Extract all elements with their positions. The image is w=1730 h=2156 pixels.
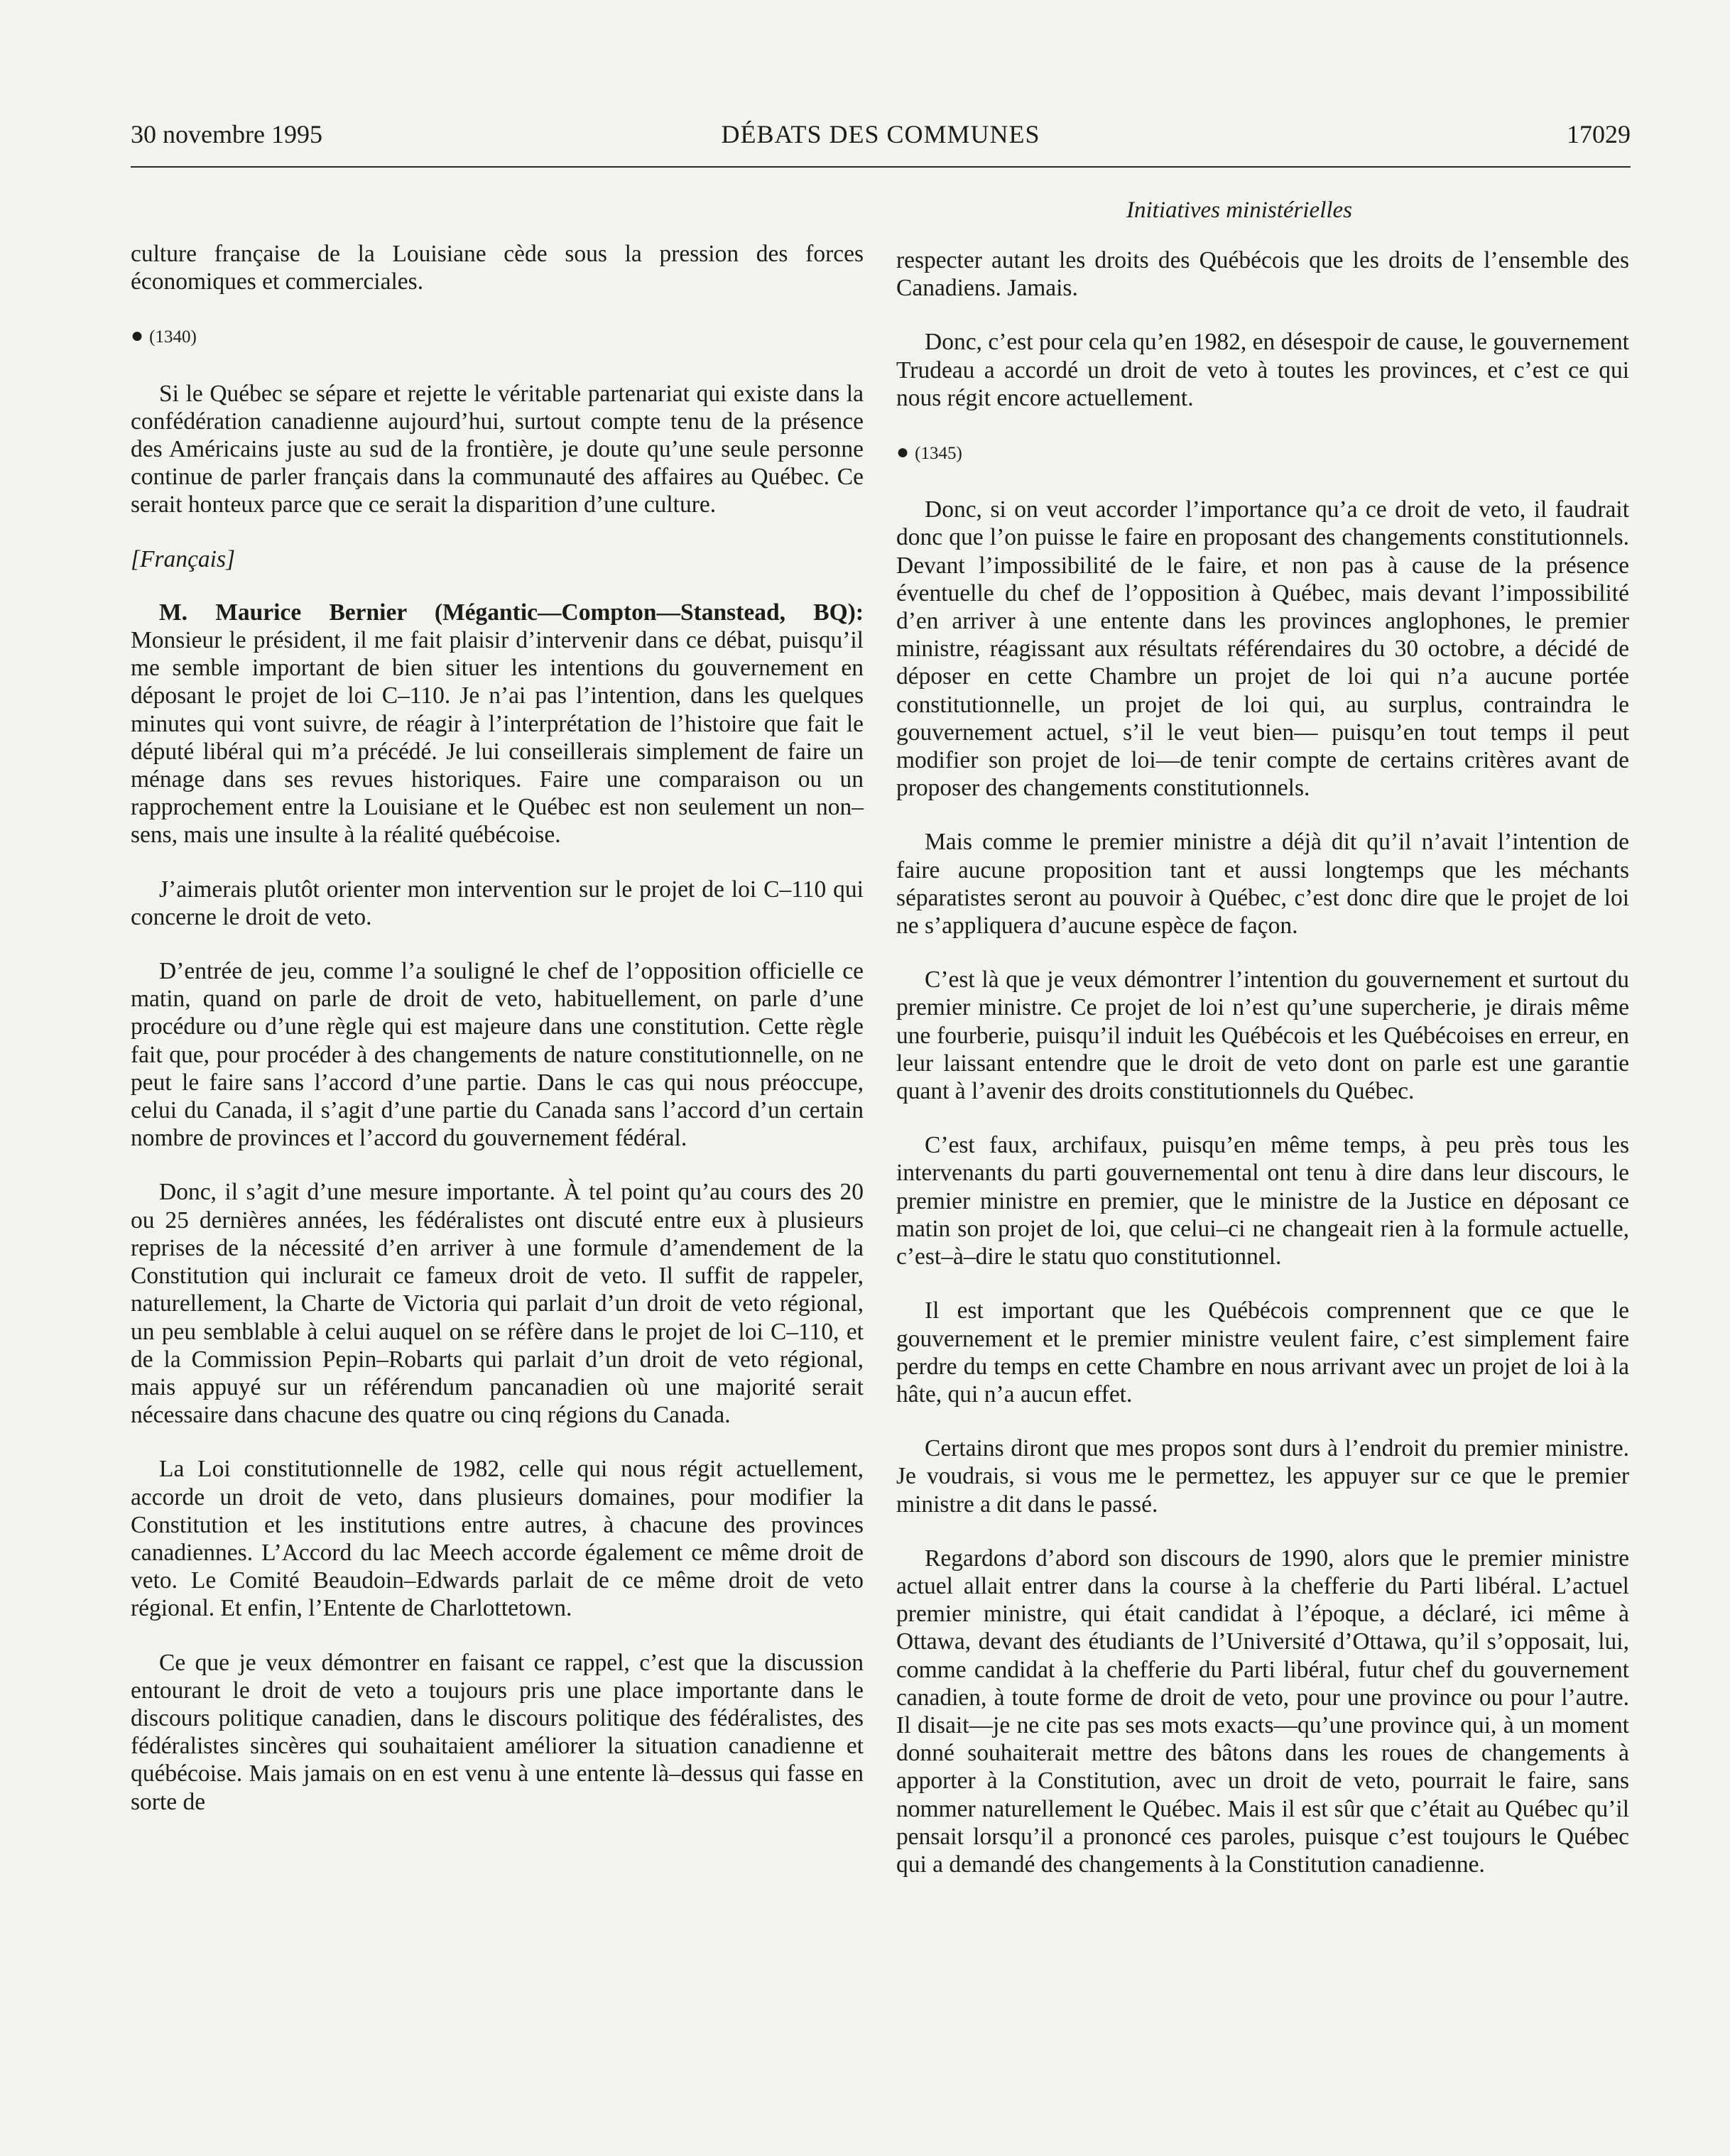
paragraph: Donc, si on veut accorder l’importance qu’a ce droit de veto, il faudrait donc que l’on puisse le faire en proposant des changements constitutionnels. Devant l’impossibilité de le faire, et non pas à cause de la présence éventuelle du chef de l’opposition à Québec, mais devant l’impossibilité d’en arriver à une entente dans les provinces anglophones, le premier ministre, réagissant aux résultats référendaires du 30 octobre, a décidé de déposer en cette Chambre un projet de loi qui n’a aucune portée constitutionnelle, un projet de loi qui, au surplus, contraindra le gouvernement actuel, s’il le veut bien— puisqu’en tout temps il peut modifier son projet de loi—de tenir compte de certains critères avant de proposer des changements constitutionnels. [896,496,1629,802]
language-note: [Français] [131,545,236,572]
paragraph: J’aimerais plutôt orienter mon intervention sur le projet de loi C–110 qui concerne le droit de veto. [131,876,864,930]
paragraph: Donc, c’est pour cela qu’en 1982, en désespoir de cause, le gouvernement Trudeau a accordé un droit de veto à toutes les provinces, et c’est ce qui nous régit encore actuellement. [896,329,1629,411]
bullet-icon: ● [896,440,910,464]
left-column [131,240,864,1842]
speech-text: Monsieur le président, il me fait plaisir d’intervenir dans ce débat, puisqu’il me semble important de bien situer les intentions du gouvernement en déposant le projet de loi C–110. Je n’ai pas l’intention, dans les quelques minutes qui vont suivre, de réagir à l’interprétation de l’histoire que fait le député libéral qui m’a précédé. Je lui conseillerais simplement de faire un ménage dans ses revues historiques. Faire une comparaison ou un rapprochement entre la Louisiane et le Québec est non seulement un non–sens, mais une insulte à la réalité québécoise. [131,627,864,849]
section-title: Initiatives ministérielles [1126,197,1353,223]
speaker-name: M. Maurice Bernier (Mégantic—Compton—Stanstead, BQ): [159,599,864,626]
paragraph: Certains diront que mes propos sont durs à l’endroit du premier ministre. Je voudrais, si vous me le permettez, les appuyer sur ce que le premier ministre a dit dans le passé. [896,1435,1629,1518]
header-date: 30 novembre 1995 [131,120,322,148]
paragraph: C’est là que je veux démontrer l’intention du gouvernement et surtout du premier ministre. Ce projet de loi n’est qu’une supercherie, je dirais même une fourberie, puisqu’il induit les Québécois et les Québécoises en erreur, en leur laissant entendre que le droit de veto dont on parle est une garantie quant à l’avenir des droits constitutionnels du Québec. [896,967,1629,1105]
paragraph: Il est important que les Québécois comprennent que ce que le gouvernement et le premier ministre veulent faire, c’est simplement faire perdre du temps en cette Chambre en nous arrivant avec un projet de loi à la hâte, qui n’a aucun effet. [896,1297,1629,1408]
header-page-number: 17029 [1567,120,1631,148]
paragraph: La Loi constitutionnelle de 1982, celle qui nous régit actuellement, accorde un droit de veto, dans plusieurs domaines, pour modifier la Constitution et les institutions entre autres, à chacune des provinces canadiennes. L’Accord du lac Meech accorde également ce même droit de veto. Le Comité Beaudoin–Edwards parlait de ce même droit de veto régional. Et enfin, l’Entente de Charlottetown. [131,1456,864,1622]
paragraph: Si le Québec se sépare et rejette le véritable partenariat qui existe dans la confédération canadienne aujourd’hui, surtout compte tenu de la présence des Américains juste au sud de la frontière, je doute qu’une seule personne continue de parler français dans la communauté des affaires au Québec. Ce serait honteux parce que ce serait la disparition d’une culture. [131,380,864,518]
time-marker-label: (1340) [149,327,197,347]
paragraph: Ce que je veux démontrer en faisant ce rappel, c’est que la discussion entourant le droit de veto a toujours pris une place importante dans le discours politique canadien, dans le discours politique des fédéralistes, des fédéralistes sincères qui souhaitaient améliorer la situation canadienne et québécoise. Mais jamais on en est venu à une entente là–dessus qui fasse en sorte de [131,1649,864,1815]
paragraph: culture française de la Louisiane cède sous la pression des forces économiques et commerciales. [131,241,864,295]
paragraph: Donc, il s’agit d’une mesure importante. À tel point qu’au cours des 20 ou 25 dernières années, les fédéralistes ont discuté entre eux à plusieurs reprises de la nécessité d’en arriver à une formule d’amendement de la Constitution qui inclurait ce fameux droit de veto. Il suffit de rappeler, naturellement, la Charte de Victoria qui parlait d’un droit de veto régional, un peu semblable à celui auquel on se réfère dans le projet de loi C–110, et de la Commission Pepin–Robarts qui parlait d’un droit de veto régional, mais appuyé sur un référendum pancanadien où une majorité serait nécessaire dans chacune des quatre ou cinq régions du Canada. [131,1179,864,1429]
right-column [896,246,1629,1905]
header-rule [131,166,1631,168]
bullet-icon: ● [131,324,144,348]
header-title: DÉBATS DES COMMUNES [721,120,1040,148]
speaker-paragraph [131,599,864,849]
paragraph: Regardons d’abord son discours de 1990, alors que le premier ministre actuel allait entrer dans la course à la chefferie du Parti libéral. L’actuel premier ministre, qui était candidat à l’époque, a déclaré, ici même à Ottawa, devant des étudiants de l’Université d’Ottawa, qu’il s’opposait, lui, comme candidat à la chefferie du Parti libéral, futur chef du gouvernement canadien, à toute forme de droit de veto, pour une province ou pour l’autre. Il disait—je ne cite pas ses mots exacts—qu’une province qui, à un moment donné souhaiterait mettre des bâtons dans les roues de changements à apporter à la Constitution, avec un droit de veto, pourrait le faire, sans nommer naturellement le Québec. Mais il est sûr que c’était au Québec qu’il pensait lorsqu’il a prononcé ces paroles, puisque c’est toujours le Québec qui a demandé des changements à la Constitution canadienne. [896,1545,1629,1878]
time-marker [131,322,864,351]
paragraph: respecter autant les droits des Québécois que les droits de l’ensemble des Canadiens. Jamais. [896,247,1629,302]
paragraph: Mais comme le premier ministre a déjà dit qu’il n’avait l’intention de faire aucune proposition tant et aussi longtemps que les méchants séparatistes seront au pouvoir à Québec, c’est donc dire que le projet de loi ne s’appliquera d’aucune espèce de façon. [896,829,1629,940]
page-header [131,119,1631,162]
paragraph: D’entrée de jeu, comme l’a souligné le chef de l’opposition officielle ce matin, quand on parle de droit de veto, habituellement, on parle d’une procédure ou d’une règle qui est majeure dans une constitution. Cette règle fait que, pour procéder à des changements de nature constitutionnelle, on ne peut le faire sans l’accord d’une partie. Dans le cas qui nous préoccupe, celui du Canada, il s’agit d’une partie du Canada sans l’accord d’un certain nombre de provinces et l’accord du gouvernement fédéral. [131,958,864,1152]
paragraph: C’est faux, archifaux, puisqu’en même temps, à peu près tous les intervenants du parti gouvernemental ont tenu à dire dans leur discours, le premier ministre en premier, que le ministre de la Justice en déposant ce matin son projet de loi, que celui–ci ne changeait rien à la formule actuelle, c’est–à–dire le statu quo constitutionnel. [896,1132,1629,1270]
time-marker [896,438,1629,467]
time-marker-label: (1345) [915,444,962,464]
